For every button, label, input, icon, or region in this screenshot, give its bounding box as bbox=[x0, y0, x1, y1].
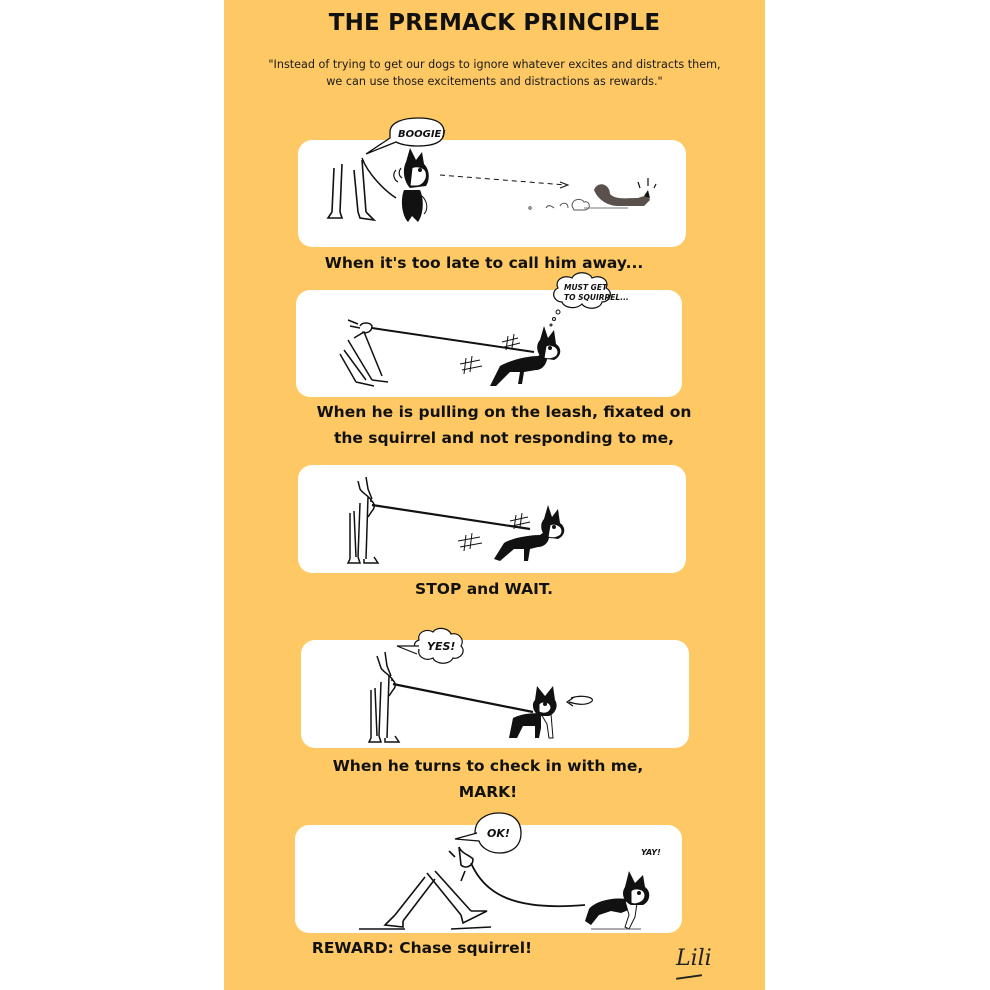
panel-5-caption: REWARD: Chase squirrel! bbox=[311, 939, 533, 957]
comic-panel-1 bbox=[298, 129, 686, 247]
dog-icon bbox=[494, 505, 564, 561]
panel-4-caption: When he turns to check in with me, MARK! bbox=[332, 757, 644, 801]
comic-panel-5 bbox=[295, 825, 682, 933]
thought-bubble-icon bbox=[550, 273, 629, 326]
dog-icon bbox=[402, 148, 429, 222]
svg-text:YES!: YES! bbox=[427, 640, 456, 653]
panel-4-illustration bbox=[301, 640, 689, 748]
quote-line-2: we can use those excitements and distractions as rewards." bbox=[326, 75, 663, 88]
svg-text:OK!: OK! bbox=[487, 827, 510, 840]
panel-1-caption: When it's too late to call him away... bbox=[324, 254, 644, 272]
panel-1-illustration bbox=[298, 129, 686, 247]
person-legs-icon bbox=[369, 652, 399, 742]
speech-bubble-icon bbox=[397, 628, 463, 663]
panel-3-illustration bbox=[298, 465, 686, 573]
person-legs-icon bbox=[348, 477, 378, 563]
panel-5-illustration bbox=[295, 825, 682, 933]
dog-icon bbox=[490, 326, 560, 386]
artist-signature: Lili bbox=[676, 946, 712, 971]
speech-bubble-icon bbox=[366, 118, 446, 154]
panel-2-caption: When he is pulling on the leash, fixated on the squirrel and not responding to me, bbox=[316, 403, 692, 447]
quote-line-1: "Instead of trying to get our dogs to ignore whatever excites and distracts them, bbox=[268, 58, 721, 71]
svg-text:MUST GET: MUST GET bbox=[564, 283, 608, 292]
poster-quote bbox=[224, 56, 765, 90]
signature-underline bbox=[676, 974, 702, 979]
comic-panel-3 bbox=[298, 465, 686, 573]
svg-text:TO SQUIRREL...: TO SQUIRREL... bbox=[564, 293, 629, 302]
speech-bubble-icon bbox=[455, 813, 521, 853]
comic-panel-2 bbox=[296, 283, 682, 397]
dog-icon bbox=[585, 871, 649, 929]
panel-3-caption: STOP and WAIT. bbox=[415, 580, 553, 598]
person-legs-icon bbox=[359, 847, 491, 929]
panel-2-illustration bbox=[296, 283, 682, 397]
svg-text:YAY!: YAY! bbox=[641, 848, 661, 857]
comic-panel-4 bbox=[301, 640, 689, 748]
poster-title: THE PREMACK PRINCIPLE bbox=[328, 10, 661, 36]
premack-poster bbox=[224, 0, 765, 990]
svg-text:BOOGIE!: BOOGIE! bbox=[398, 129, 446, 140]
